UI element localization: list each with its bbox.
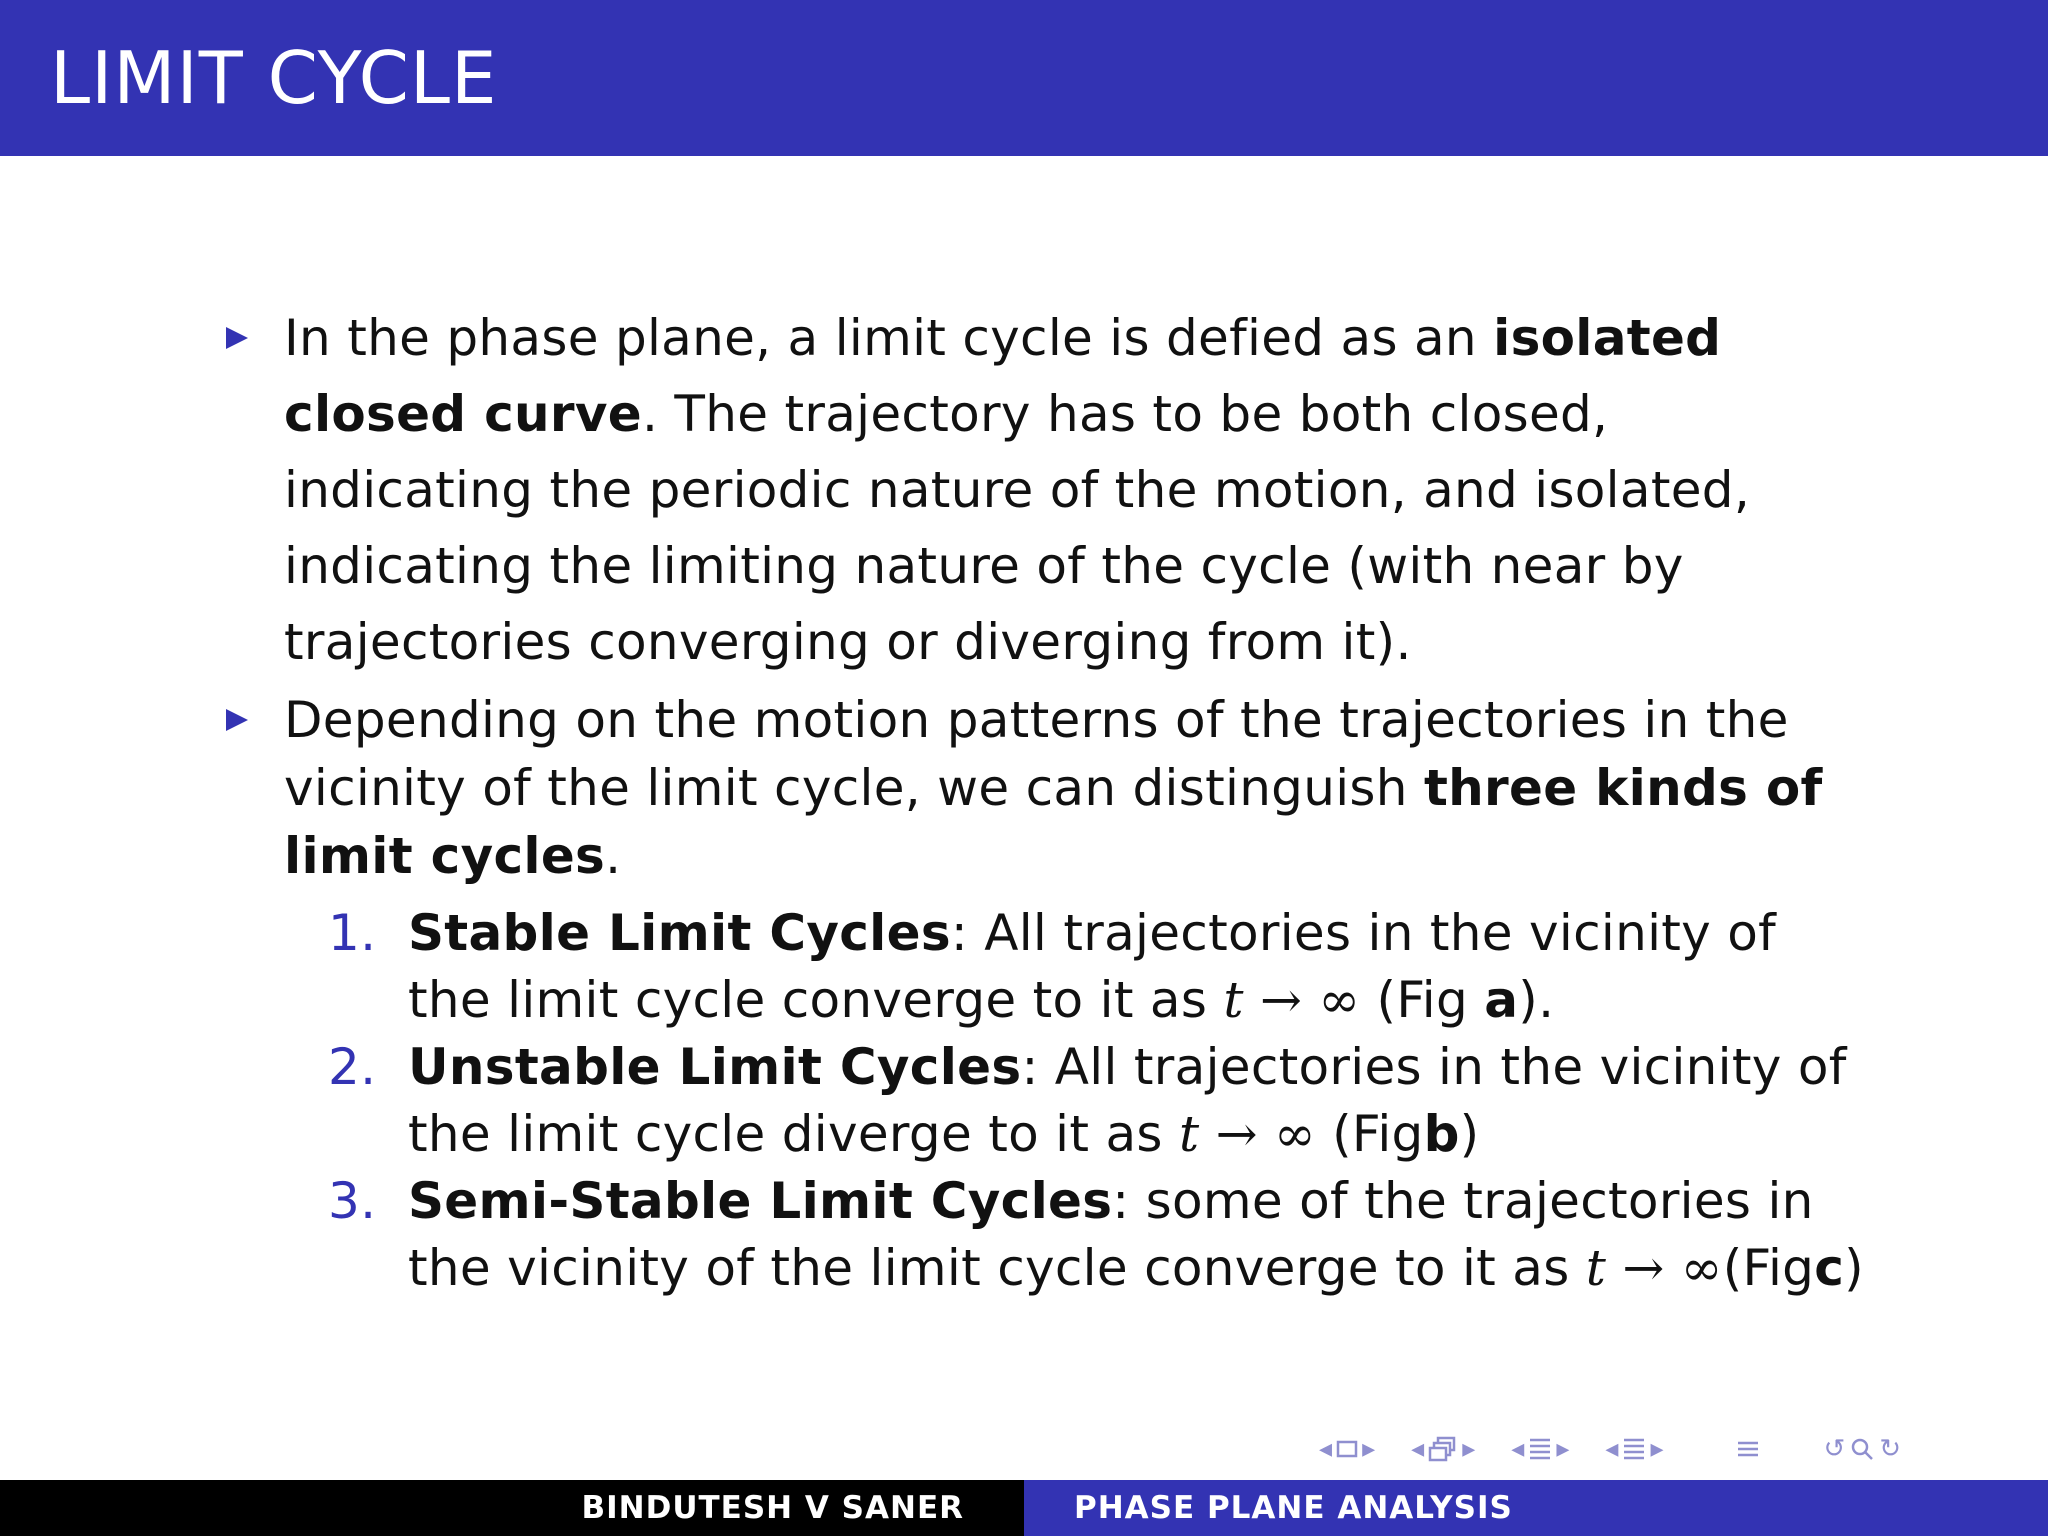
bullet-triangle-icon — [220, 686, 260, 754]
slide-title: LIMIT CYCLE — [50, 36, 498, 120]
bullet-text: Depending on the motion patterns of the trajectories in the vicinity of the limit cycle, we can distinguish three kinds of limit cycles. — [284, 691, 1823, 885]
slide-content — [220, 300, 1870, 1302]
math-expression: t → ∞ — [1585, 1239, 1723, 1297]
list-number: 3. — [328, 1172, 377, 1230]
list-term: Unstable Limit Cycles — [408, 1038, 1022, 1096]
nav-presentation-icon[interactable]: ◂ ▸ — [1605, 1434, 1664, 1464]
list-number: 1. — [328, 904, 377, 962]
list-item: 1. Stable Limit Cycles: All trajectories in the vicinity of the limit cycle converge to it as t → ∞ (Fig a). — [284, 900, 1870, 1034]
footer-author: BINDUTESH V SANER — [0, 1480, 1024, 1536]
nav-subsection-icon[interactable]: ◂ ▸ — [1411, 1434, 1476, 1464]
list-term: Semi-Stable Limit Cycles — [408, 1172, 1113, 1230]
bullet-text: In the phase plane, a limit cycle is defied as an isolated closed curve. The trajectory has to be both closed, indicating the periodic nature of the motion, and isolated, indicating the limiting nature of the cycle (with near by trajectories converging or diverging from it). — [284, 309, 1751, 671]
list-number: 2. — [328, 1038, 377, 1096]
nav-search-icon[interactable]: ↺ ↻ — [1823, 1434, 1902, 1464]
beamer-navigation-bar — [1315, 1432, 1905, 1466]
footer-bar — [0, 1480, 2048, 1536]
nav-frame-icon[interactable]: ◂ ▸ — [1319, 1434, 1376, 1464]
list-item: 2. Unstable Limit Cycles: All trajectories in the vicinity of the limit cycle diverge to it as t → ∞ (Figb) — [284, 1034, 1870, 1168]
list-item: 3. Semi-Stable Limit Cycles: some of the trajectories in the vicinity of the limit cycle converge to it as t → ∞(Figc) — [284, 1168, 1870, 1302]
bullet-item-definition — [220, 300, 1870, 680]
math-expression: t → ∞ — [1223, 971, 1361, 1029]
list-term: Stable Limit Cycles — [408, 904, 951, 962]
nav-outline-icon[interactable] — [1736, 1436, 1760, 1462]
bullet-triangle-icon — [220, 300, 260, 376]
footer-talk-title: PHASE PLANE ANALYSIS — [1024, 1480, 2048, 1536]
bullet-item-kinds — [220, 686, 1870, 1302]
nav-section-icon[interactable]: ◂ ▸ — [1511, 1434, 1570, 1464]
title-bar — [0, 0, 2048, 156]
math-expression: t → ∞ — [1178, 1105, 1316, 1163]
limit-cycle-kinds-list — [284, 900, 1870, 1302]
